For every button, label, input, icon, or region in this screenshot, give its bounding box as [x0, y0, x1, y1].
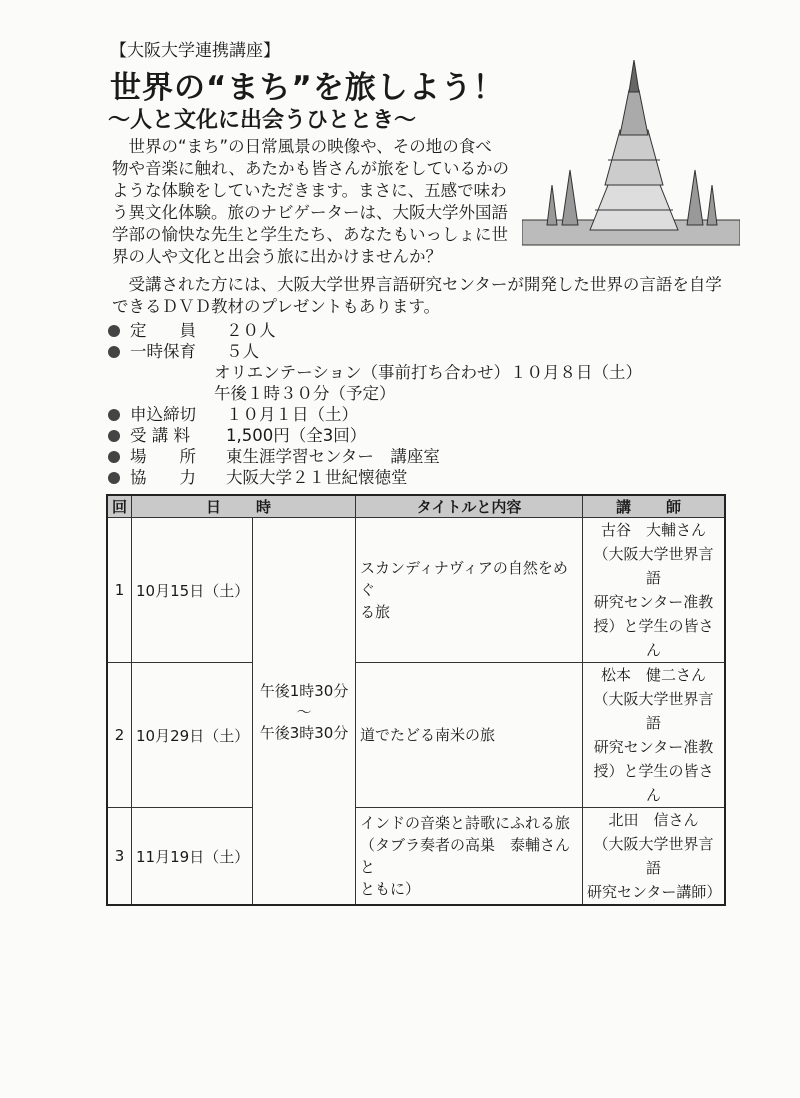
text-line: 世界の“まち”の日常風景の映像や、その地の食べ — [112, 137, 492, 156]
schedule-table — [106, 494, 726, 906]
details-list — [108, 320, 642, 488]
text-line: 受講された方には、大阪大学世界言語研究センターが開発した世界の言語を自学 — [112, 275, 722, 294]
temple-illustration — [522, 60, 740, 250]
page-title: 世界の“まち”を旅しよう！ — [110, 70, 505, 106]
text-line: ような体験をしていただきます。まさに、五感で味わ — [112, 181, 507, 200]
detail-fee: 受 講 料 1,500円（全3回） — [108, 425, 642, 446]
detail-capacity: 定 員 ２０人 — [108, 320, 642, 341]
table-row: 3 11月19日（土） インドの音楽と詩歌にふれる旅 （タブラ奏者の高巣 泰輔さんと ともに） 北田 信さん （大阪大学世界言語 研究センター講師） — [107, 808, 725, 906]
text-line: できるＤＶＤ教材のプレゼントもあります。 — [112, 297, 441, 316]
table-row: 1 10月15日（土） 午後1時30分 ～ 午後3時30分 スカンディナヴィアの自然をめぐ る旅 古谷 大輔さん （大阪大学世界言語 研究センター准教 授）と学生の皆さん — [107, 518, 725, 663]
text-line: 物や音楽に触れ、あたかも皆さんが旅をしているかの — [112, 159, 509, 178]
text-line: う異文化体験。旅のナビゲーターは、大阪大学外国語 — [112, 203, 508, 222]
detail-orientation-time: 午後１時３０分（予定） — [214, 384, 396, 403]
table-header: 回 日 時 タイトルと内容 講 師 — [107, 495, 725, 518]
bullet-icon — [108, 451, 120, 463]
text-line: 界の人や文化と出会う旅に出かけませんか？ — [112, 247, 442, 266]
text-line: 学部の愉快な先生と学生たち、あなたもいっしょに世 — [112, 225, 508, 244]
detail-childcare: 一時保育 ５人 — [108, 341, 642, 362]
bullet-icon — [108, 472, 120, 484]
detail-orientation: オリエンテーション（事前打ち合わせ）１０月８日（土） — [214, 363, 643, 382]
intro-paragraph — [112, 136, 509, 268]
bullet-icon — [108, 430, 120, 442]
detail-venue: 場 所 東生涯学習センター 講座室 — [108, 446, 642, 467]
bullet-icon — [108, 325, 120, 337]
dvd-paragraph — [112, 274, 722, 318]
page-subtitle: ～人と文化に出会うひととき～ — [108, 108, 417, 133]
session-time: 午後1時30分 ～ 午後3時30分 — [253, 518, 356, 906]
table-row: 2 10月29日（土） 道でたどる南米の旅 松本 健二さん （大阪大学世界言語 研究センター准教 授）と学生の皆さん — [107, 663, 725, 808]
detail-cooperation: 協 力 大阪大学２１世紀懐徳堂 — [108, 467, 642, 488]
bullet-icon — [108, 346, 120, 358]
bullet-icon — [108, 409, 120, 421]
detail-deadline: 申込締切 １０月１日（土） — [108, 404, 642, 425]
series-label: 【大阪大学連携講座】 — [110, 41, 280, 61]
